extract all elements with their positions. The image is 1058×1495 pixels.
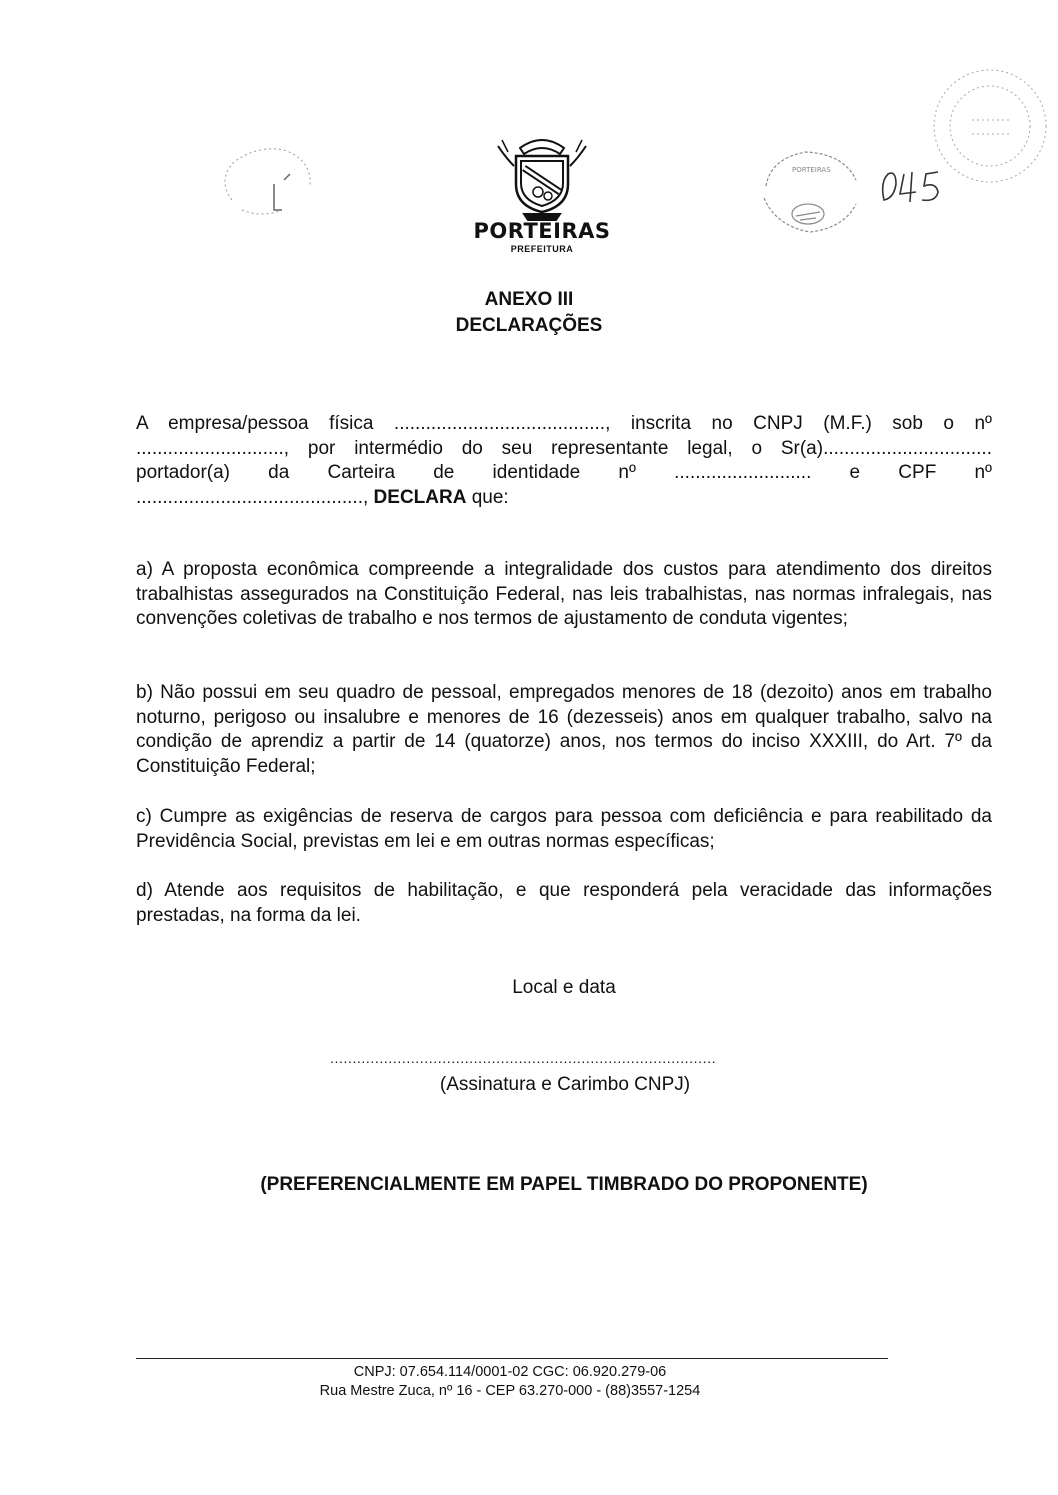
signature-label: (Assinatura e Carimbo CNPJ) — [439, 1074, 691, 1095]
declaration-item-d: d) Atende aos requisitos de habilitação, e que responderá pela veracidade das informações prestadas, na forma da lei. — [136, 880, 992, 926]
intro-line-4-suffix: que: — [466, 486, 509, 508]
signature-line: ...................................................................................... — [330, 1050, 717, 1066]
intro-line-4-prefix: ..........................................., — [136, 486, 374, 508]
intro-paragraph — [136, 412, 992, 510]
handwritten-page-number — [878, 160, 964, 208]
intro-line-2: ............................, por intermédio do seu representante legal, o Sr(a)................................ — [136, 437, 992, 459]
declaration-item-a: a) A proposta econômica compreende a integralidade dos custos para atendimento dos direitos trabalhistas assegurados na Constituição Federal, nas leis trabalhistas, nas normas infralegais, nas convenções coletivas de trabalho e nos termos de ajustamento de conduta vigentes; — [136, 559, 992, 629]
organization-name: PORTEIRAS — [473, 219, 611, 243]
footer-registration: CNPJ: 07.654.114/0001-02 CGC: 06.920.279-06 — [353, 1364, 667, 1380]
faint-stamp-left — [212, 140, 322, 220]
local-and-date-label: Local e data — [512, 977, 616, 998]
faint-seal-stamp — [756, 146, 866, 238]
organization-subtitle: PREFEITURA — [510, 244, 574, 254]
porteiras-coat-of-arms-logo — [490, 128, 594, 222]
annex-title: ANEXO III — [484, 289, 574, 310]
declaration-item-b: b) Não possui em seu quadro de pessoal, empregados menores de 18 (dezoito) anos em trabalho noturno, perigoso ou insalubre e menores de 16 (dezesseis) anos em qualquer trabalho, salvo na condição de aprendiz a partir de 14 (quatorze) anos, nos termos do inciso XXXIII, do Art. 7º da Constituição Federal; — [136, 682, 992, 777]
document-heading: DECLARAÇÕES — [455, 315, 603, 336]
intro-line-4 — [136, 486, 992, 511]
footer-divider — [136, 1358, 888, 1359]
intro-line-3: portador(a) da Carteira de identidade nº .......................... e CPF nº — [136, 462, 992, 483]
svg-text:PORTEIRAS: PORTEIRAS — [792, 166, 831, 174]
letterhead-note: (PREFERENCIALMENTE EM PAPEL TIMBRADO DO PROPONENTE) — [260, 1174, 868, 1195]
footer-address: Rua Mestre Zuca, nº 16 - CEP 63.270-000 - (88)3557-1254 — [319, 1383, 701, 1399]
declaration-item-c: c) Cumpre as exigências de reserva de cargos para pessoa com deficiência e para reabilitado da Previdência Social, previstas em lei e em outras normas específicas; — [136, 806, 992, 852]
intro-line-1: A empresa/pessoa física ........................................, inscrita no CNPJ (M.F.) sob o nº — [136, 413, 992, 434]
declara-keyword: DECLARA — [373, 486, 467, 508]
